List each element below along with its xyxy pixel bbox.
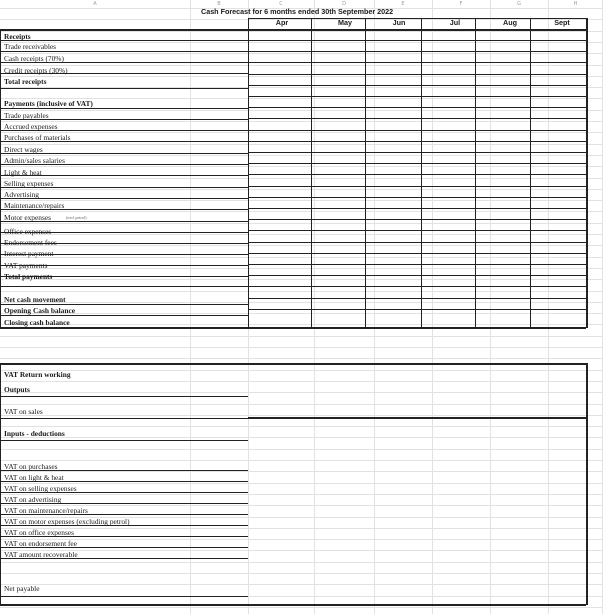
gridline	[314, 0, 315, 614]
border-line	[475, 18, 476, 328]
column-header-c[interactable]: C	[279, 1, 283, 7]
gridline	[0, 358, 603, 359]
border-line	[248, 96, 586, 97]
border-line	[248, 130, 586, 131]
payments-item: Trade payables	[4, 111, 49, 120]
border-line	[248, 219, 586, 220]
gridline	[0, 189, 603, 190]
payments-item: Advertising	[4, 190, 39, 199]
border-line	[248, 208, 586, 209]
border-line	[0, 363, 586, 365]
month-header-sept: Sept	[554, 18, 570, 27]
total-payments-label: Total payments	[4, 272, 53, 281]
vat-input-item: VAT on light & heat	[4, 473, 64, 482]
gridline	[490, 0, 491, 614]
gridline	[0, 313, 603, 314]
border-line	[248, 40, 586, 41]
border-line	[248, 18, 249, 328]
border-line	[248, 417, 586, 419]
gridline	[0, 381, 603, 382]
border-line	[0, 604, 586, 606]
border-line	[248, 275, 586, 276]
border-line	[248, 85, 586, 86]
column-header-h[interactable]: H	[573, 1, 578, 7]
gridline	[0, 562, 603, 563]
border-line	[586, 363, 588, 605]
gridline	[0, 53, 603, 54]
receipts-heading: Receipts	[4, 32, 31, 41]
gridline	[0, 211, 603, 212]
gridline	[0, 528, 603, 529]
gridline	[0, 426, 603, 427]
border-line	[0, 396, 248, 397]
month-header-aug: Aug	[503, 18, 517, 27]
border-line	[248, 163, 586, 164]
border-line	[0, 596, 248, 597]
gridline	[0, 404, 603, 405]
payments-item: Office expenses	[4, 227, 52, 236]
gridline	[548, 0, 549, 614]
vat-input-item: VAT on office expenses	[4, 528, 74, 537]
gridline	[0, 279, 603, 280]
vat-input-item: VAT on purchases	[4, 462, 58, 471]
gridline	[0, 336, 603, 337]
border-line	[530, 18, 531, 328]
border-line	[248, 174, 586, 175]
border-line	[248, 186, 586, 187]
border-line	[0, 286, 248, 287]
payments-item: Accrued expenses	[4, 122, 58, 131]
gridline	[0, 347, 603, 348]
vat-on-sales-label: VAT on sales	[4, 407, 43, 416]
gridline	[0, 607, 603, 608]
border-line	[0, 440, 248, 441]
gridline	[374, 0, 375, 614]
payments-item: Purchases of materials	[4, 133, 71, 142]
border-line	[248, 309, 586, 310]
border-line	[248, 298, 586, 299]
payments-item: VAT payments	[4, 261, 48, 270]
payments-item: Interest payment	[4, 249, 54, 258]
gridline	[0, 460, 603, 461]
border-line	[248, 51, 586, 52]
payments-item: Motor expenses	[4, 213, 52, 222]
gridline	[0, 324, 603, 325]
vat-input-item: VAT on motor expenses (excluding petrol)	[4, 517, 130, 526]
gridline	[0, 494, 603, 495]
vat-outputs-label: Outputs	[4, 385, 30, 394]
column-header-b[interactable]: B	[217, 1, 221, 7]
gridline	[0, 144, 603, 145]
border-line	[586, 18, 588, 328]
border-line	[248, 253, 586, 254]
gridline	[0, 370, 603, 371]
column-header-a[interactable]: A	[93, 1, 97, 7]
column-header-e[interactable]: E	[401, 1, 405, 7]
gridline	[0, 245, 603, 246]
gridline	[0, 76, 603, 77]
gridline	[0, 234, 603, 235]
gridline	[0, 449, 603, 450]
gridline	[0, 121, 603, 122]
column-header-d[interactable]: D	[342, 1, 346, 7]
forecast-title: Cash Forecast for 6 months ended 30th September 2022	[201, 7, 394, 16]
border-line	[248, 62, 586, 63]
gridline	[0, 505, 603, 506]
vat-input-item: VAT amount recoverable	[4, 550, 78, 559]
payments-item: Selling expenses	[4, 179, 54, 188]
gridline	[0, 178, 603, 179]
border-line	[0, 327, 586, 329]
vat-input-item: VAT on advertising	[4, 495, 62, 504]
gridline	[0, 155, 603, 156]
total-receipts-label: Total receipts	[4, 77, 47, 86]
payments-item: Direct wages	[4, 145, 43, 154]
border-line	[248, 107, 586, 108]
gridline	[0, 483, 603, 484]
gridline	[0, 573, 603, 574]
border-line	[248, 118, 586, 119]
border-line	[0, 88, 248, 89]
border-line	[248, 230, 586, 231]
payments-item: Maintenance/repairs	[4, 201, 65, 210]
border-line	[0, 40, 248, 41]
border-line	[248, 242, 586, 243]
month-header-may: May	[338, 18, 352, 27]
month-header-jul: Jul	[449, 18, 461, 27]
border-line	[248, 197, 586, 198]
gridline	[0, 539, 603, 540]
closing-cash-balance-label: Closing cash balance	[4, 318, 70, 327]
opening-cash-balance-label: Opening Cash balance	[4, 306, 76, 315]
border-line	[0, 29, 586, 31]
month-header-apr: Apr	[275, 18, 289, 27]
receipts-item: Credit receipts (30%)	[4, 66, 68, 75]
vat-input-item: VAT on selling expenses	[4, 484, 77, 493]
gridline	[0, 132, 603, 133]
border-line	[248, 141, 586, 142]
border-line	[365, 18, 366, 328]
border-line	[248, 74, 586, 75]
gridline	[0, 223, 603, 224]
gridline	[0, 584, 603, 585]
border-line	[421, 18, 422, 328]
receipts-item: Trade receivables	[4, 42, 57, 51]
gridline	[432, 0, 433, 614]
gridline	[0, 166, 603, 167]
gridline	[0, 550, 603, 551]
border-line	[248, 264, 586, 265]
net-cash-movement-label: Net cash movement	[4, 295, 66, 304]
gridline	[0, 291, 603, 292]
motor-expenses-note: (excl petrol)	[66, 215, 87, 220]
gridline	[190, 0, 191, 614]
gridline	[0, 415, 603, 416]
gridline	[0, 200, 603, 201]
month-header-jun: Jun	[392, 18, 406, 27]
payments-item: Light & heat	[4, 168, 42, 177]
vat-inputs-label: Inputs - deductions	[4, 429, 65, 438]
column-header-g[interactable]: G	[517, 1, 521, 7]
gridline	[0, 437, 603, 438]
payments-item: Endorsement fees	[4, 238, 57, 247]
border-line	[248, 286, 586, 287]
vat-return-heading: VAT Return working	[4, 370, 71, 379]
gridline	[0, 392, 603, 393]
border-line	[0, 418, 248, 419]
border-line	[311, 18, 312, 328]
vat-input-item: VAT on maintenance/repairs	[4, 506, 88, 515]
column-header-f[interactable]: F	[459, 1, 463, 7]
receipts-item: Cash receipts (70%)	[4, 54, 64, 63]
gridline	[0, 110, 603, 111]
gridline	[0, 302, 603, 303]
gridline	[0, 471, 603, 472]
payments-heading: Payments (inclusive of VAT)	[4, 99, 93, 108]
net-payable-label: Net payable	[4, 584, 40, 593]
border-line	[248, 152, 586, 153]
payments-item: Admin/sales salaries	[4, 156, 65, 165]
border-line	[0, 363, 1, 605]
gridline	[0, 268, 603, 269]
gridline	[0, 42, 603, 43]
gridline	[0, 257, 603, 258]
vat-input-item: VAT on endorsement fee	[4, 539, 77, 548]
gridline	[0, 65, 603, 66]
